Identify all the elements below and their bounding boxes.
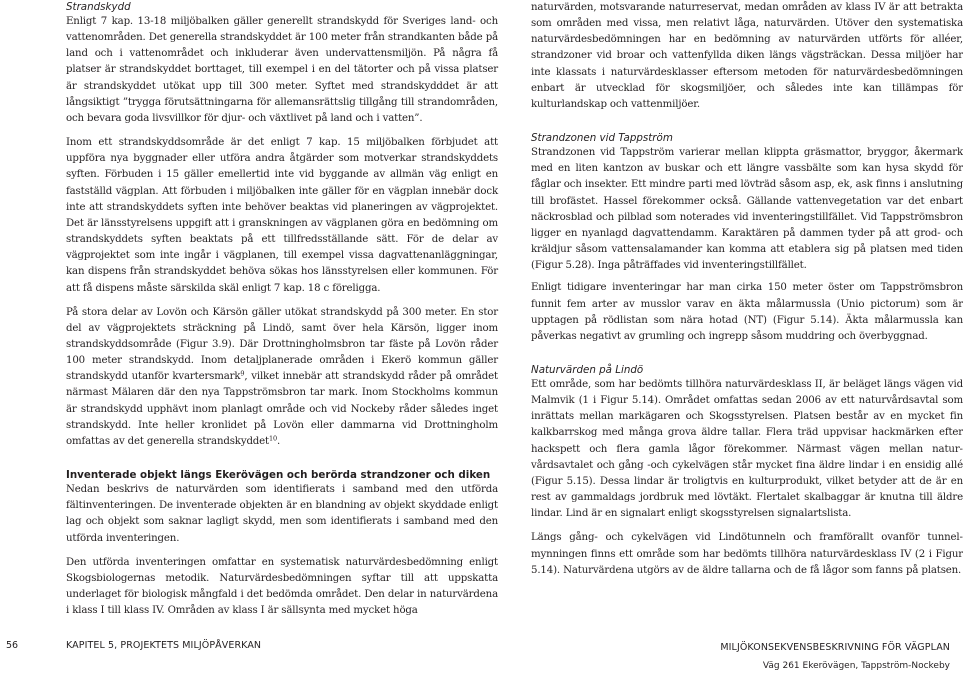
heading-naturvarden-lindo: Naturvärden på Lindö [531, 363, 644, 376]
paragraph: Inom ett strandskyddsområde är det enligt 7 kap. 15 miljöbalken förbjudet att uppföra nya byggnader eller utföra andra åtgärder som motverkar strandskyddets syften. Förbuden i 15 gäller emellertid inte vid byggande av allmän väg enligt en fastställd vägplan. Att förbuden i miljöbalken inte gäller för en vägplan innebär dock inte att strandskyddets syften inte behöver beaktas vid planeringen av vägprojektet. Det är länsstyrelsens uppgift att i granskningen av vägplanen göra en bedömning om strandskyddets syften beaktats på ett tillfredsställande sätt. För de delar av vägprojektet som inte ingår i vägplanen, till exempel vissa dagvattenanläggningar, kan dispens från strandskyddet behöva sökas hos länsstyrelsen eller kommunen. För att få dispens måste särskilda skäl enligt 7 kap. 18 c föreligga. [66, 137, 498, 294]
heading-inventerade-objekt: Inventerade objekt längs Ekerövägen och berörda strandzoner och diken [66, 469, 491, 482]
paragraph: Strandzonen vid Tappström varierar mellan klippta gräsmattor, bryggor, åkermark med en liten kantzon av buskar och ett längre vassbälte som kan hysa skydd för fåglar och insekter. Ett mindre parti med lövträd såsom asp, ek, ask finns i anslutning till brofästet. Hassel förekommer också. Gällande vattenvegetation var det enbart näckrosblad och pilblad som noterades vid inventeringstillfället. Vid Tappströmsbron ligger en nyanlagd dagvattendamm. Karaktären på dammen tyder på att grod- och kräldjur såsom vattensalamander kan komma att etablera sig på platsen med tiden (Figur 5.28). Inga påträffades vid inventeringstillfället. [531, 147, 963, 272]
heading-strandzonen-tappstrom: Strandzonen vid Tappström [531, 132, 673, 145]
page-number: 56 [6, 640, 19, 651]
paragraph: Enligt 7 kap. 13-18 miljöbalken gäller generellt strandskydd för Sveriges land- och vattenområden. Det generella strandskyddet är 100 meter från strandkanten både på land och i vattenområdet och inkluderar även undervattensmiljön. På några få platser är strandskyddet borttaget, till exempel i en del tätorter och på vissa platser är strandskyddet utökat upp till 300 meter. Syftet med strandskydddet är att långsiktigt ”trygga förutsättningarna för allemansrättslig tillgång till strandområden, och bevara goda livsvillkor för djur- och växtlivet på land och i vatten”. [66, 16, 498, 124]
footer-right [720, 638, 950, 676]
paragraph: Ett område, som har bedömts tillhöra naturvärdesklass II, är beläget längs vägen vid Malmvik (1 i Figur 5.14). Området omfattas sedan 2006 av ett naturvårdsavtal som inrättats mellan markägaren och Skogsstyrelsen. Platsen består av en mycket fin kalkbarrskog med många grova äldre tallar. Flera träd uppvisar hackmärken efter hackspett och flera gamla lågor förekommer. Närmast vägen mellan naturvårdsavtalet och gång -och cykelvägen står mycket fina äldre lindar i en ensidig allé (Figur 5.15). Dessa lindar är troligtvis en kulturprodukt, vilket betyder att de är en rest av gammaldags jordbruk med lövtäkt. Flertalet skalbaggar är knutna till äldre lindar. Lind är en signalart enligt skogsstyrelsen signalartslista. [531, 378, 963, 520]
chapter-title: KAPITEL 5, PROJEKTETS MILJÖPÅVERKAN [66, 640, 262, 651]
heading-strandskydd: Strandskydd [66, 1, 131, 13]
paragraph: Enligt tidigare inventeringar har man cirka 150 meter öster om Tappströmsbron funnit fem arter av musslor varav en äkta målarmussla (Unio pictorum) som är upptagen på rödlistan som nära hotad (NT) (Figur 5.14). Äkta målarmussla kan påverkas negativt av grumling och ingrepp såsom muddring och överbyggnad. [531, 282, 963, 342]
footnote-ref: 10 [269, 434, 277, 443]
paragraph: naturvärden, motsvarande naturreservat, medan områden av klass IV är att betrakta som områden med vissa, men relativt låga, naturvärden. Utöver den systematiska naturvärdesbedömningen har en bedömning av naturvärden utförts för alléer, strandzoner vid broar och vattenfyllda diken längs vägsträckan. Dessa miljöer har inte klassats i naturvärdesklasser eftersom metoden för naturvärdesbedömningen enbart är utvecklad för skogsmiljöer, och således inte kan tillämpas för kulturlandskap och vattenmiljöer. [531, 2, 963, 110]
footer-left [6, 640, 261, 651]
document-subtitle: Väg 261 Ekerövägen, Tappström-Nockeby [762, 661, 950, 671]
paragraph: På stora delar av Lovön och Kärsön gäller utökat strandskydd på 300 meter. En stor del av vägprojektets sträckning på Lindö, samt över hela Kärsön, ligger inom strandskyddsområde (Figur 3.9). Där Drottningholmsbron tar fäste på Lovön råder 100 meter strandskydd. Inom detaljplanerade områden i Ekerö kommun gäller strandskydd utanför kvartersmark$^9$, vilket innebär att strandskydd råder på området närmast Mälaren där den nya Tappströmsbron tar mark. Inom Stockholms kommun är strandskydd upphävt inom planlagt område och vid Nockeby råder således inget strandskydd. Inte heller kronlidet på Lovön eller dammarna vid Drottningholm omfattas av det generella strandskyddet$^{10}$. [66, 306, 498, 447]
right-column [531, 0, 963, 579]
paragraph: Nedan beskrivs de naturvärden som identifierats i samband med den utförda fältinventeringen. De inventerade objekten är en blandning av objekt skyddade enligt lag och objekt som saknar lagligt skydd, men som identifierats i samband med den utförda inventeringen. [66, 484, 498, 544]
paragraph: Den utförda inventeringen omfattar en systematisk naturvärdesbedömning enligt Skogsbiologernas metodik. Naturvärdesbedömningen syftar till att uppskatta underlaget för biologisk mångfald i det bedömda området. Den delar in naturvärdena i klass I till klass IV. Områden av klass I är sällsynta med mycket höga [66, 556, 498, 617]
left-column [66, 0, 498, 619]
document-title: MILJÖKONSEKVENSBESKRIVNING FÖR VÄGPLAN [720, 642, 950, 653]
footnote-ref: 9 [240, 369, 245, 378]
paragraph: Längs gång- och cykelvägen vid Lindötunneln och framförallt ovanför tunnelmynningen finns ett område som har bedömts tillhöra naturvärdesklass IV (2 i Figur 5.14). Naturvärdena utgörs av de äldre tallarna och de få lågor som fanns på platsen. [531, 532, 963, 576]
